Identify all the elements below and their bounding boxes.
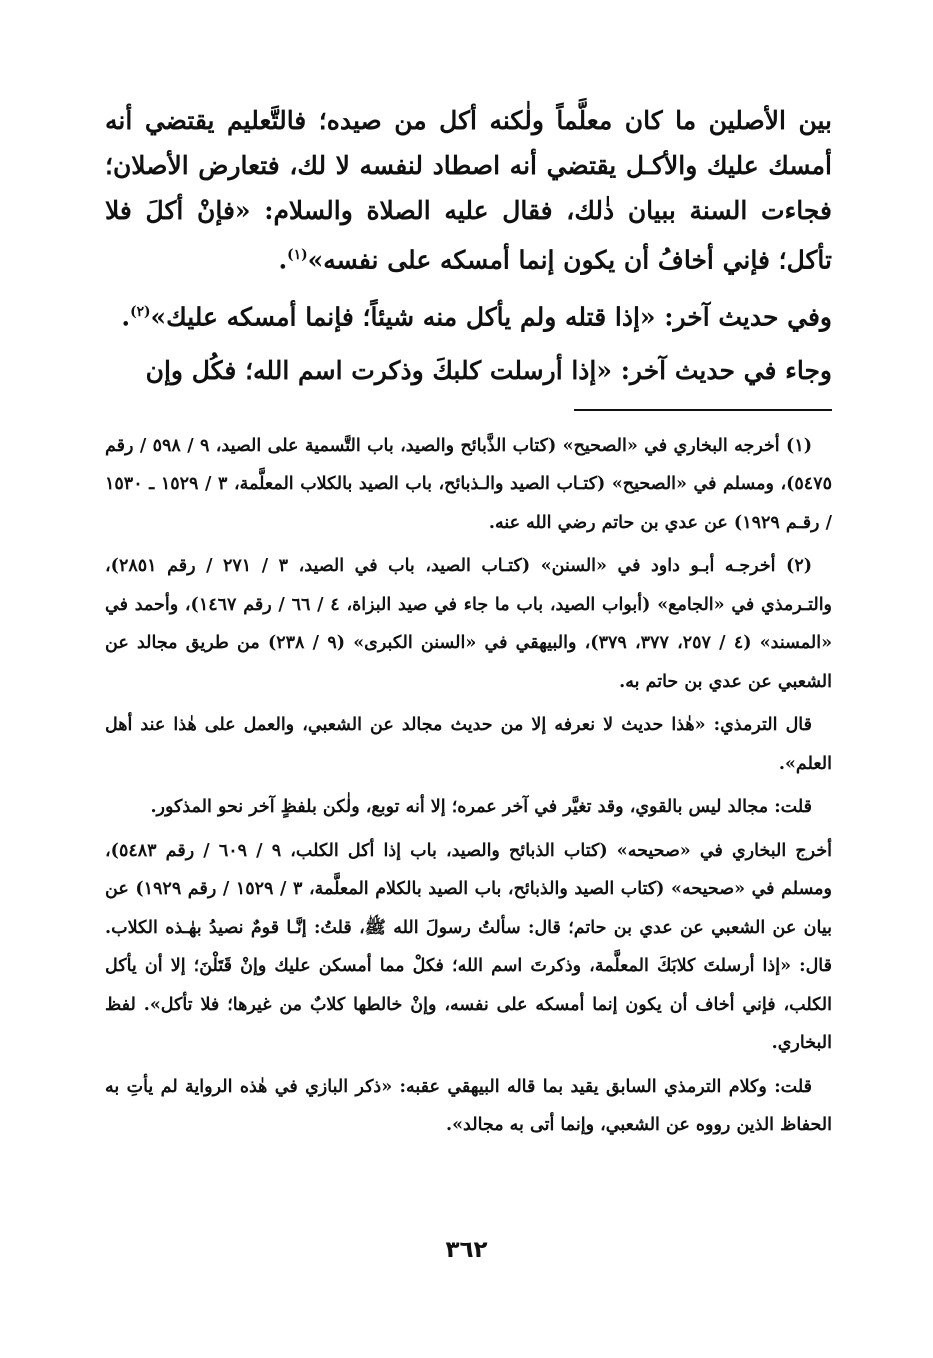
main-text (105, 98, 832, 393)
footnote-2-tirmidhi: قال الترمذي: «هٰذا حديث لا نعرفه إلا من حديث مجالد عن الشعبي، والعمل على هٰذا عند أهل العلم». (105, 715, 832, 774)
footnote-1: (١) أخرجه البخاري في «الصحيح» (كتاب الذَّبائح والصيد، باب التَّسمية على الصيد، ٩ / ٥٩٨ / رقم ٥٤٧٥)، ومسلم في «الصحيح» (كتـاب الصيد والـذبائح، باب الصيد بالكلاب المعلَّمة، ٣ / ١٥٢٩ ـ ١٥٣٠ / رقـم ١٩٢٩) عن عدي بن حاتم رضي الله عنه. (105, 435, 832, 533)
main-paragraph-1 (105, 98, 832, 282)
page-number: ٣٦٢ (445, 1237, 488, 1263)
paragraph-1-text: بين الأصلين ما كان معلَّماً ولٰكنه أكل من صيده؛ فالتَّعليم يقتضي أنه أمسك عليك والأكـل يقتضي أنه اصطاد لنفسه لا لك، فتعارض الأصلان؛ فجاءت السنة ببيان ذٰلك، فقال عليه الصلاة والسلام: «فإنْ أكلَ فلا تأكل؛ فإني أخافُ أن يكون إنما أمسكه على نفسه» (105, 106, 832, 275)
footnote-ref-2: (٢) (130, 304, 151, 321)
main-paragraph-3: وجاء في حديث آخر: «إذا أرسلت كلبكَ وذكرت اسم الله؛ فكُل وإن (145, 355, 832, 385)
paragraph-2-end: . (121, 302, 131, 332)
footnote-2-bukhari: أخرج البخاري في «صحيحه» (كتاب الذبائح والصيد، باب إذا أكل الكلب، ٩ / ٦٠٩ / رقم ٥٤٨٣)، ومسلم في «صحيحه» (كتاب الصيد والذبائح، باب الصيد بالكلام المعلَّمة، ٣ / ١٥٢٩ / رقم ١٩٢٩) عن بيان عن الشعبي عن عدي بن حاتم؛ قال: سألتُ رسولَ الله ﷺ، قلتُ: إنَّـا قومٌ نصيدُ بهٰـذه الكلاب. قال: «إذا أرسلتَ كلابَكَ المعلَّمة، وذكرتَ اسم الله؛ فكلْ مما أمسكن عليك وإنْ قَتَلْنَ؛ إلا أن يأكل الكلب، فإني أخاف أن يكون إنما أمسكه على نفسه، وإنْ خالطها كلابٌ من غيرها؛ فلا تأكل». لفظ البخاري. (105, 840, 833, 1054)
main-paragraph-2 (105, 290, 832, 339)
footnote-2: (٢) أخرجـه أبـو داود في «السنن» (كتـاب الصيد، باب في الصيد، ٣ / ٢٧١ / رقم ٢٨٥١)، والتـرمذي في «الجامع» (أبواب الصيد، باب ما جاء في صيد البزاة، ٤ / ٦٦ / رقم ١٤٦٧)، وأحمد في «المسند» (٤ / ٢٥٧، ٣٧٧، ٣٧٩)، والبيهقي في «السنن الكبرى» (٩ / ٢٣٨) من طريق مجالد عن الشعبي عن عدي بن حاتم به. (105, 556, 833, 692)
footnote-2-bayhaqi: قلت: وكلام الترمذي السابق يقيد بما قاله البيهقي عقبه: «ذكر البازي في هٰذه الرواية لم يأتِ به الحفاظ الذين رووه عن الشعبي، وإنما أتى به مجالد». (105, 1076, 832, 1136)
paragraph-2-text: وفي حديث آخر: «إذا قتله ولم يأكل منه شيئاً؛ فإنما أمسكه عليك» (150, 302, 832, 332)
footnotes (105, 427, 832, 1145)
footnote-2-comment: قلت: مجالد ليس بالقوي، وقد تغيَّر في آخر عمره؛ إلا أنه توبع، ولٰكن بلفظٍ آخر نحو المذكور. (150, 797, 812, 818)
page-body (105, 98, 832, 1145)
footnote-separator (574, 409, 832, 411)
footnote-ref-1: (١) (287, 247, 308, 263)
paragraph-1-end: . (278, 245, 288, 275)
